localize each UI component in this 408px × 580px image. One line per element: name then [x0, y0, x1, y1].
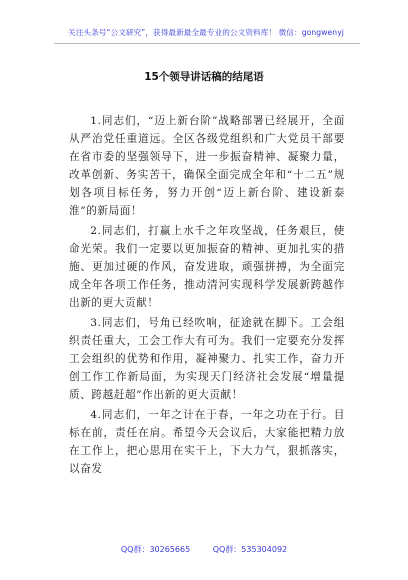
- document-title: 15个领导讲话稿的结尾语: [144, 71, 264, 83]
- paragraph-4: 4.同志们，一年之计在于春，一年之功在于行。目标在前，责任在肩。希望今天会议后，大家能把精力放在工作上，把心思用在实干上，下大力气，狠抓落实，以奋发: [69, 409, 345, 475]
- paragraph-3: 3.同志们，号角已经吹响，征途就在脚下。工会组织责任重大，工会工作大有可为。我们一定要充分发挥工会组织的优势和作用，凝神聚力、扎实工作，奋力开创工作工作新局面，为实现天门经济社会发展“增量提质、跨越赶超”作出新的更大贡献！: [69, 317, 345, 401]
- footer-contact: [0, 544, 408, 555]
- promo-header: 关注头条号“公文研究”，获得最新最全最专业的公文资料库！ 微信：gongwenyj: [68, 28, 344, 37]
- document-body: [69, 112, 345, 478]
- header-divider: [54, 43, 360, 44]
- paragraph-1: 1.同志们，“迈上新台阶”战略部署已经展开，全面从严治党任重道远。全区各级党组织和广大党员干部要在省市委的坚强领导下，进一步振奋精神、凝聚力量，改革创新、务实苦干，确保全面完成全年和“十二五”规划各项目标任务，努力开创“迈上新台阶、建设新泰淮”的新局面！: [69, 115, 345, 217]
- paragraph-2: 2.同志们，打赢上水千之年攻坚战，任务艰巨，使命光荣。我们一定要以更加振奋的精神、更加扎实的措施、更加过硬的作风，奋发进取，顽强拼搏，为全面完成全年各项工作任务，推动清河实现科学发展新跨越作出新的更大贡献！: [69, 225, 345, 309]
- footer-qq-group-2: QQ群：535304092: [212, 545, 288, 554]
- footer-qq-group-1: QQ群：30265665: [120, 545, 191, 554]
